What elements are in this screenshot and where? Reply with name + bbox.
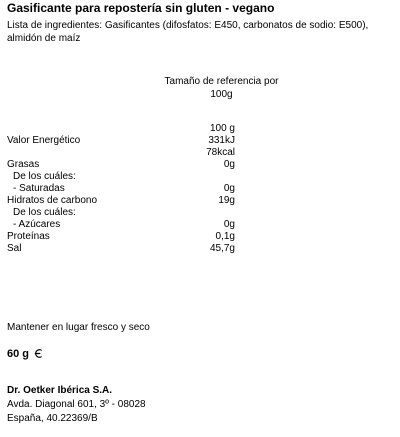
nutrition-label: Valor Energético [7, 135, 81, 146]
nutrition-value: 331kJ [208, 135, 235, 146]
reference-line-1: Tamaño de referencia por [164, 76, 279, 87]
net-weight [7, 348, 43, 360]
nutrition-label: - Azúcares [13, 219, 61, 230]
nutrition-label: De los cuáles: [13, 207, 76, 218]
nutrition-label: Proteínas [7, 231, 50, 242]
storage-instructions: Mantener en lugar fresco y seco [7, 322, 150, 333]
nutrition-label: Sal [7, 243, 22, 254]
per-100g-header-row [7, 123, 235, 135]
per-100g-header: 100 g [209, 123, 235, 134]
nutrition-row-salt [7, 243, 235, 255]
nutrition-value: 0g [223, 219, 235, 230]
nutrition-label: - Saturadas [13, 183, 65, 194]
company-address: Avda. Diagonal 601, 3º - 08028 [7, 399, 146, 410]
nutrition-row-energy-kcal [7, 147, 235, 159]
estimated-e-icon [34, 349, 43, 358]
nutrition-value: 0g [223, 183, 235, 194]
nutrition-label: Hidratos de carbono [7, 195, 98, 206]
nutrition-value: 45,7g [209, 243, 235, 254]
nutrition-row-of-which [7, 207, 235, 219]
company-country-id: España, 40.22369/B [7, 413, 98, 424]
reference-size [150, 75, 293, 101]
nutrition-row-of-which [7, 171, 235, 183]
nutrition-row-sugars [7, 219, 235, 231]
nutrition-row-saturates [7, 183, 235, 195]
nutrition-row-fat [7, 159, 235, 171]
ingredients-list: Lista de ingredientes: Gasificantes (difosfatos: E450, carbonatos de sodio: E500), almidón de maíz [7, 20, 369, 44]
company-name: Dr. Oetker Ibérica S.A. [7, 385, 113, 396]
product-title: Gasificante para repostería sin gluten - vegano [7, 1, 275, 15]
company-info [7, 384, 146, 426]
nutrition-value: 0,1g [215, 231, 235, 242]
nutrition-label: De los cuáles: [13, 171, 76, 182]
nutrition-row-protein [7, 231, 235, 243]
nutrition-row-energy-kj [7, 135, 235, 147]
net-weight-value: 60 g [7, 348, 30, 360]
nutrition-value: 0g [223, 159, 235, 170]
nutrition-row-carbohydrates [7, 195, 235, 207]
reference-line-2: 100g [210, 89, 233, 100]
nutrition-label: Grasas [7, 159, 40, 170]
nutrition-value: 78kcal [206, 147, 235, 158]
nutrition-value: 19g [218, 195, 235, 206]
